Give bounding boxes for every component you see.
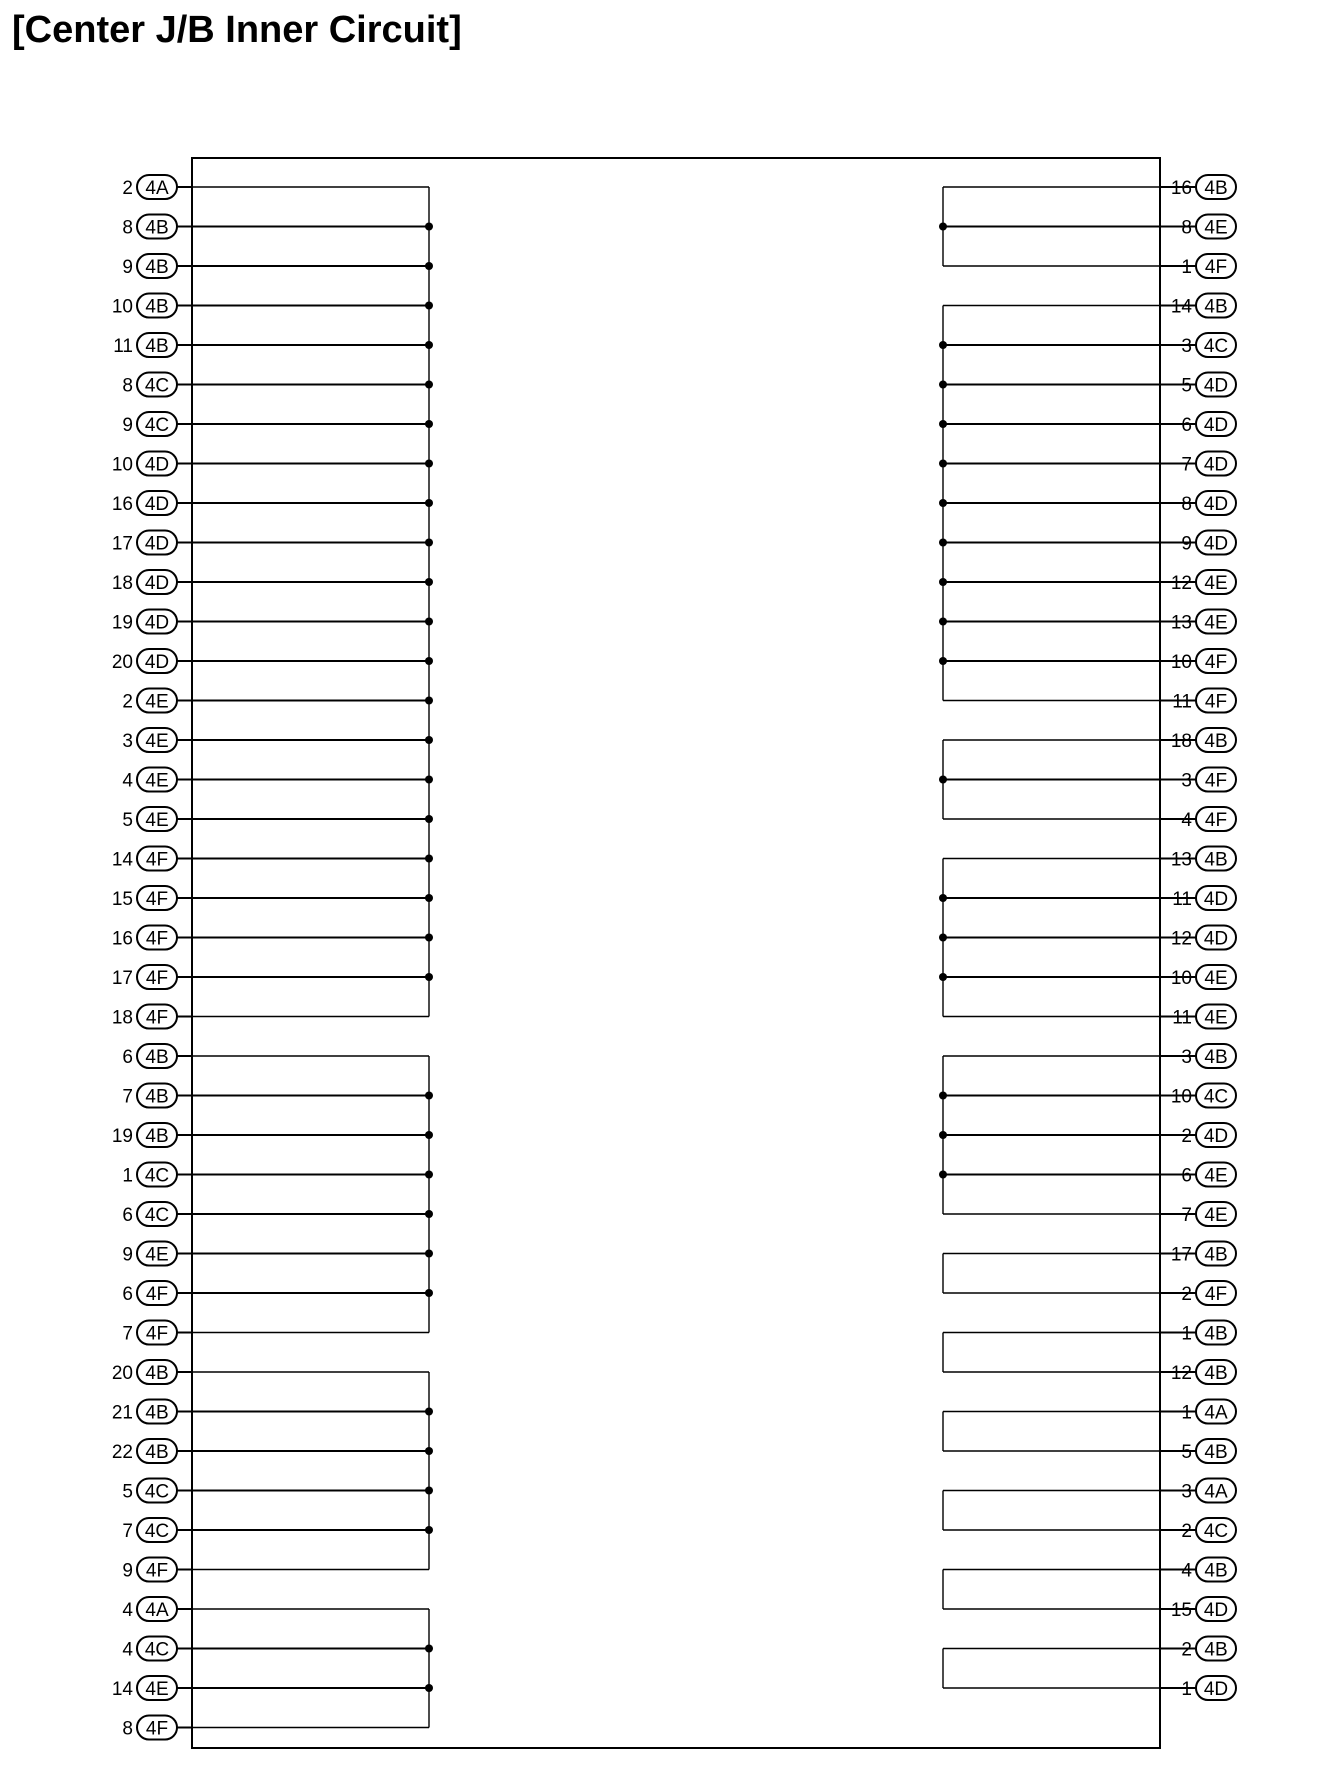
connector-code: 4E [145, 1244, 169, 1266]
right-terminal [939, 333, 1236, 357]
right-connection-group [943, 1242, 1236, 1306]
connector-code: 4E [1204, 573, 1228, 594]
left-terminal [112, 1400, 433, 1424]
right-terminal [939, 926, 1236, 950]
connector-code: 4D [1203, 375, 1229, 397]
pin-number: 20 [111, 1363, 133, 1384]
pin-number: 11 [1172, 691, 1192, 713]
right-connection-group [939, 728, 1236, 831]
pin-number: 7 [1181, 454, 1192, 476]
connector-code: 4E [1204, 1165, 1228, 1187]
left-terminal [122, 1163, 433, 1187]
right-terminal [939, 412, 1236, 436]
connector-code: 4B [145, 1126, 169, 1147]
connector-code: 4D [144, 612, 170, 634]
connector-code: 4E [1204, 1205, 1228, 1226]
left-terminal [122, 1281, 433, 1305]
connector-code: 4B [1204, 1244, 1228, 1266]
left-terminal [122, 1637, 433, 1661]
pin-number: 1 [1181, 1323, 1192, 1345]
right-connection-group [939, 175, 1236, 278]
connector-code: 4D [1203, 889, 1229, 910]
pin-number: 22 [111, 1442, 133, 1463]
right-terminal [939, 768, 1236, 792]
left-terminal-side [112, 175, 433, 1740]
pin-number: 7 [122, 1086, 133, 1108]
right-terminal [943, 294, 1236, 318]
right-connection-group [943, 1400, 1236, 1464]
connector-code: 4C [1203, 1521, 1229, 1542]
left-terminal [122, 1084, 433, 1108]
left-terminal [112, 965, 433, 989]
connector-code: 4F [1204, 810, 1228, 831]
left-connection-group [112, 1597, 433, 1740]
pin-number: 19 [111, 1126, 133, 1147]
left-terminal [122, 1321, 429, 1345]
pin-number: 6 [1181, 415, 1192, 436]
connector-code: 4C [144, 1481, 170, 1503]
pin-number: 19 [111, 612, 133, 634]
connector-code: 4F [145, 1560, 169, 1582]
connector-code: 4D [1203, 454, 1229, 476]
pin-number: 9 [122, 257, 133, 278]
connector-code: 4C [144, 1521, 170, 1542]
connector-code: 4C [1203, 1086, 1229, 1108]
right-terminal [939, 886, 1236, 910]
connector-code: 4F [1204, 1284, 1228, 1305]
right-terminal [943, 1558, 1236, 1582]
left-terminal [122, 1479, 433, 1503]
right-terminal [939, 215, 1236, 239]
pin-number: 17 [111, 968, 133, 989]
left-terminal [112, 610, 433, 634]
connector-code: 4D [1203, 1600, 1229, 1621]
pin-number: 2 [122, 178, 133, 199]
pin-number: 1 [122, 1165, 133, 1187]
right-terminal [943, 1479, 1236, 1503]
left-terminal [112, 1439, 433, 1463]
connector-code: 4F [145, 1284, 169, 1305]
left-terminal [122, 768, 433, 792]
connector-code: 4E [145, 691, 169, 713]
right-terminal [943, 1439, 1236, 1463]
connector-code: 4D [144, 533, 170, 555]
connector-code: 4B [145, 1047, 169, 1068]
left-terminal [122, 1716, 429, 1740]
pin-number: 17 [1170, 1244, 1192, 1266]
connector-code: 4F [145, 928, 169, 950]
connector-code: 4B [145, 257, 169, 278]
pin-number: 4 [122, 770, 133, 792]
pin-number: 2 [1181, 1521, 1192, 1542]
left-terminal [112, 1360, 429, 1384]
left-terminal [112, 886, 433, 910]
right-terminal [939, 373, 1236, 397]
connector-code: 4A [1204, 1402, 1228, 1424]
connector-code: 4D [1203, 533, 1229, 555]
left-terminal [122, 373, 433, 397]
pin-number: 16 [1170, 178, 1192, 199]
connector-code: 4C [144, 1165, 170, 1187]
right-terminal [943, 728, 1236, 752]
connector-code: 4E [1204, 968, 1228, 989]
right-connection-group [939, 1044, 1236, 1226]
left-terminal [112, 649, 433, 673]
connector-code: 4B [145, 336, 169, 357]
left-terminal [122, 1597, 429, 1621]
left-terminal [112, 847, 433, 871]
pin-number: 1 [1181, 1679, 1192, 1700]
left-terminal [112, 294, 433, 318]
pin-number: 4 [122, 1600, 133, 1621]
pin-number: 1 [1181, 257, 1192, 278]
pin-number: 7 [122, 1323, 133, 1345]
left-terminal [112, 1123, 433, 1147]
pin-number: 9 [122, 1244, 133, 1266]
left-terminal [122, 1044, 429, 1068]
left-terminal [122, 807, 433, 831]
pin-number: 17 [111, 533, 133, 555]
pin-number: 9 [1181, 533, 1192, 555]
right-terminal [943, 1360, 1236, 1384]
connector-code: 4D [144, 494, 170, 515]
connector-code: 4B [1204, 1363, 1228, 1384]
left-terminal [122, 215, 433, 239]
right-terminal [939, 610, 1236, 634]
pin-number: 6 [122, 1047, 133, 1068]
pin-number: 1 [1181, 1402, 1192, 1424]
connector-code: 4D [1203, 494, 1229, 515]
left-terminal [122, 1518, 433, 1542]
connector-code: 4E [1204, 217, 1228, 239]
left-terminal [122, 254, 433, 278]
right-terminal-side [939, 175, 1236, 1700]
connector-code: 4E [145, 1679, 169, 1700]
connector-code: 4F [1204, 257, 1228, 278]
right-terminal [939, 1123, 1236, 1147]
connector-code: 4B [1204, 1639, 1228, 1661]
left-terminal [122, 689, 433, 713]
connector-code: 4C [144, 1205, 170, 1226]
left-connection-group [112, 1360, 433, 1582]
right-terminal [943, 1242, 1236, 1266]
right-terminal [939, 491, 1236, 515]
connector-code: 4B [1204, 178, 1228, 199]
connector-code: 4B [145, 1442, 169, 1463]
pin-number: 2 [1181, 1284, 1192, 1305]
connector-code: 4D [144, 454, 170, 476]
connector-code: 4F [145, 1323, 169, 1345]
right-terminal [943, 1281, 1236, 1305]
connector-code: 4F [1204, 652, 1228, 673]
right-terminal [939, 570, 1236, 594]
right-connection-group [943, 1479, 1236, 1543]
left-terminal [112, 491, 433, 515]
connector-code: 4E [145, 770, 169, 792]
pin-number: 10 [1170, 1086, 1192, 1108]
pin-number: 4 [122, 1639, 133, 1661]
right-terminal [943, 1202, 1236, 1226]
pin-number: 10 [111, 296, 133, 318]
pin-number: 10 [111, 454, 133, 476]
connector-code: 4C [144, 375, 170, 397]
connector-code: 4D [1203, 928, 1229, 950]
connector-code: 4F [1204, 770, 1228, 792]
connector-code: 4B [1204, 1442, 1228, 1463]
pin-number: 6 [122, 1205, 133, 1226]
pin-number: 3 [122, 731, 133, 752]
connector-code: 4B [145, 1086, 169, 1108]
pin-number: 8 [122, 217, 133, 239]
left-terminal [112, 531, 433, 555]
left-terminal [122, 1202, 433, 1226]
connector-code: 4B [1204, 1323, 1228, 1345]
pin-number: 20 [111, 652, 133, 673]
connector-code: 4E [1204, 1007, 1228, 1029]
connector-code: 4D [144, 652, 170, 673]
left-terminal [112, 926, 433, 950]
right-terminal [943, 1044, 1236, 1068]
pin-number: 18 [1170, 731, 1192, 752]
right-terminal [943, 847, 1236, 871]
pin-number: 16 [111, 494, 133, 515]
pin-number: 3 [1181, 1047, 1192, 1068]
right-terminal [943, 1597, 1236, 1621]
right-terminal [943, 1005, 1236, 1029]
left-terminal [122, 1558, 429, 1582]
right-terminal [943, 1400, 1236, 1424]
left-terminal [122, 1242, 433, 1266]
connector-code: 4F [1204, 691, 1228, 713]
connector-code: 4F [145, 889, 169, 910]
left-terminal [113, 333, 433, 357]
right-connection-group [939, 847, 1236, 1029]
pin-number: 9 [122, 415, 133, 436]
left-terminal [112, 452, 433, 476]
connector-code: 4C [1203, 336, 1229, 357]
pin-number: 10 [1170, 652, 1192, 673]
left-terminal [112, 1676, 433, 1700]
pin-number: 21 [111, 1402, 133, 1424]
connector-code: 4A [145, 178, 169, 199]
pin-number: 4 [1181, 810, 1192, 831]
right-connection-group [943, 1321, 1236, 1385]
pin-number: 8 [122, 1718, 133, 1740]
pin-number: 11 [1172, 1007, 1192, 1029]
pin-number: 3 [1181, 336, 1192, 357]
page-title: [Center J/B Inner Circuit] [12, 9, 462, 51]
connector-code: 4B [1204, 1047, 1228, 1068]
connector-code: 4C [144, 415, 170, 436]
connector-code: 4D [144, 573, 170, 594]
connector-code: 4B [1204, 849, 1228, 871]
right-terminal [943, 254, 1236, 278]
right-terminal [939, 531, 1236, 555]
pin-number: 14 [111, 1679, 133, 1700]
left-connection-group [112, 1044, 433, 1345]
pin-number: 3 [1181, 770, 1192, 792]
connector-code: 4A [1204, 1481, 1228, 1503]
left-terminal [112, 1005, 429, 1029]
connector-code: 4B [145, 296, 169, 318]
pin-number: 10 [1170, 968, 1192, 989]
connector-code: 4B [145, 217, 169, 239]
right-terminal [939, 1084, 1236, 1108]
pin-number: 9 [122, 1560, 133, 1582]
connector-code: 4C [144, 1639, 170, 1661]
left-terminal [122, 728, 433, 752]
pin-number: 12 [1170, 573, 1192, 594]
pin-number: 7 [1181, 1205, 1192, 1226]
pin-number: 2 [1181, 1126, 1192, 1147]
pin-number: 13 [1170, 849, 1192, 871]
pin-number: 5 [122, 810, 133, 831]
connector-code: 4D [1203, 1679, 1229, 1700]
right-terminal [943, 1518, 1236, 1542]
pin-number: 8 [122, 375, 133, 397]
connector-code: 4D [1203, 1126, 1229, 1147]
pin-number: 12 [1170, 928, 1192, 950]
pin-number: 2 [1181, 1639, 1192, 1661]
pin-number: 4 [1181, 1560, 1192, 1582]
connector-code: 4B [145, 1363, 169, 1384]
pin-number: 18 [111, 1007, 133, 1029]
pin-number: 11 [1172, 889, 1192, 910]
connector-code: 4F [145, 849, 169, 871]
pin-number: 16 [111, 928, 133, 950]
pin-number: 7 [122, 1521, 133, 1542]
pin-number: 6 [1181, 1165, 1192, 1187]
right-terminal [943, 1676, 1236, 1700]
connector-code: 4F [145, 1718, 169, 1740]
left-terminal [122, 175, 429, 199]
pin-number: 5 [1181, 1442, 1192, 1463]
right-terminal [943, 807, 1236, 831]
junction-block-outline [192, 158, 1160, 1748]
left-connection-group [112, 175, 433, 1029]
connector-code: 4F [145, 968, 169, 989]
connector-code: 4E [145, 810, 169, 831]
connector-code: 4B [1204, 1560, 1228, 1582]
connector-code: 4B [145, 1402, 169, 1424]
pin-number: 5 [1181, 375, 1192, 397]
connector-code: 4B [1204, 296, 1228, 318]
left-terminal [112, 570, 433, 594]
connector-code: 4E [1204, 612, 1228, 634]
connector-code: 4E [145, 731, 169, 752]
right-terminal [939, 965, 1236, 989]
right-terminal [939, 452, 1236, 476]
pin-number: 2 [122, 691, 133, 713]
right-connection-group [943, 1558, 1236, 1622]
pin-number: 13 [1170, 612, 1192, 634]
pin-number: 18 [111, 573, 133, 594]
right-terminal [943, 175, 1236, 199]
connector-code: 4D [1203, 415, 1229, 436]
right-terminal [943, 689, 1236, 713]
connector-code: 4F [145, 1007, 169, 1029]
right-terminal [943, 1637, 1236, 1661]
right-connection-group [939, 294, 1236, 713]
pin-number: 11 [113, 336, 133, 357]
right-terminal [939, 649, 1236, 673]
pin-number: 12 [1170, 1363, 1192, 1384]
right-terminal [939, 1163, 1236, 1187]
connector-code: 4A [145, 1600, 169, 1621]
pin-number: 5 [122, 1481, 133, 1503]
pin-number: 14 [1170, 296, 1192, 318]
right-terminal [943, 1321, 1236, 1345]
pin-number: 8 [1181, 494, 1192, 515]
right-connection-group [943, 1637, 1236, 1701]
pin-number: 15 [111, 889, 133, 910]
connector-code: 4B [1204, 731, 1228, 752]
pin-number: 15 [1170, 1600, 1192, 1621]
pin-number: 6 [122, 1284, 133, 1305]
pin-number: 8 [1181, 217, 1192, 239]
pin-number: 3 [1181, 1481, 1192, 1503]
pin-number: 14 [111, 849, 133, 871]
left-terminal [122, 412, 433, 436]
